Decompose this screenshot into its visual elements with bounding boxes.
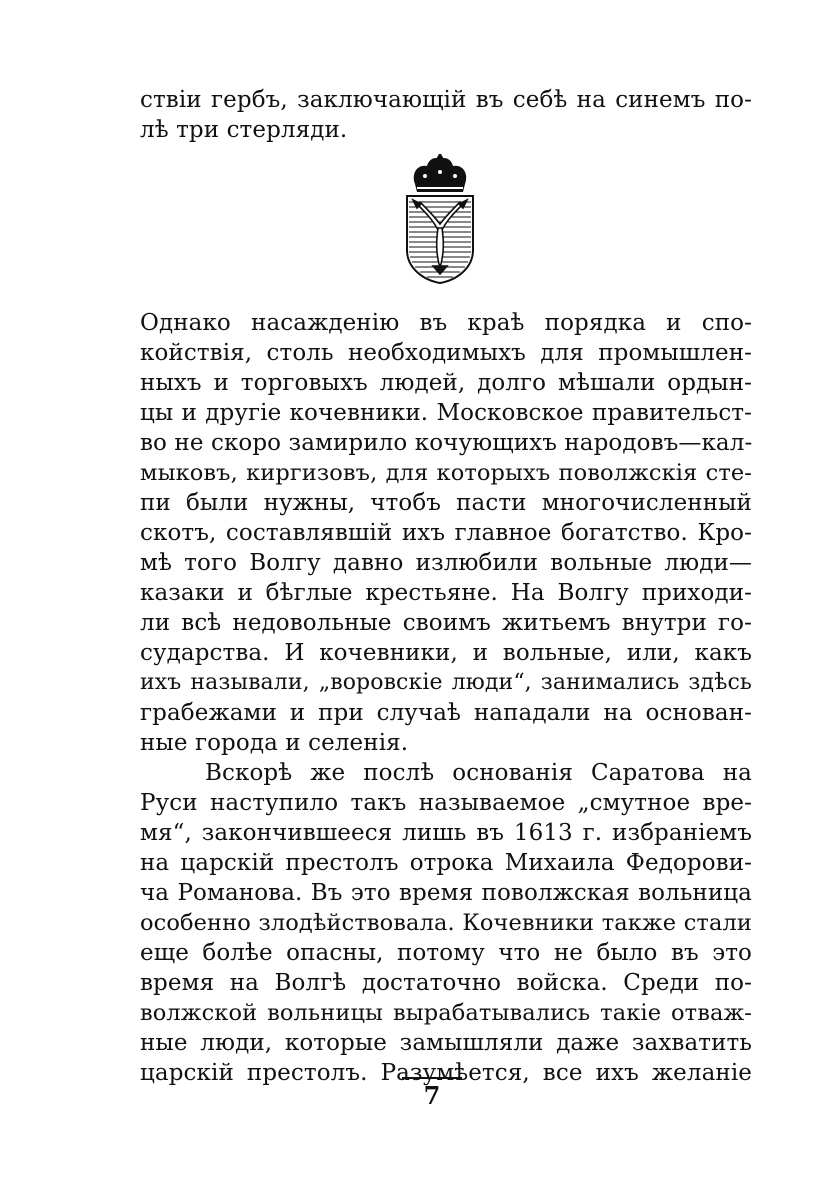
- text-line: сударства. И кочевники, и вольные, или, какъ: [140, 640, 752, 666]
- coat-of-arms-icon: [403, 154, 477, 284]
- text-line: пи были нужны, чтобъ пасти многочисленный: [140, 490, 752, 516]
- text-line: ихъ называли, „воровскіе люди“, занимались здѣсь: [140, 670, 752, 695]
- page-number-rule: [402, 1077, 462, 1079]
- text-line: время на Волгѣ достаточно войска. Среди по-: [140, 970, 752, 996]
- text-line: ныхъ и торговыхъ людей, долго мѣшали ордын-: [140, 370, 752, 396]
- text-line: цы и другіе кочевники. Московское правительст-: [140, 400, 752, 426]
- text-line: скотъ, составлявшій ихъ главное богатство. Кро-: [140, 520, 752, 546]
- text-line: мя“, закончившееся лишь въ 1613 г. избраніемъ: [140, 820, 752, 846]
- text-line: Руси наступило такъ называемое „смутное вре-: [140, 790, 752, 816]
- text-line: ные города и селенія.: [140, 730, 409, 756]
- text-line: ствіи гербъ, заключающій въ себѣ на синемъ по-: [140, 87, 752, 113]
- crown-icon: [414, 154, 467, 192]
- text-line: особенно злодѣйствовала. Кочевники также стали: [140, 910, 752, 936]
- text-line: на царскій престолъ отрока Михаила Федорови-: [140, 850, 752, 876]
- text-line: Однако насажденію въ краѣ порядка и спо-: [140, 310, 752, 336]
- text-line: еще болѣе опасны, потому что не было въ это: [140, 940, 752, 966]
- text-line: царскій престолъ. Разумѣется, все ихъ желаніе: [140, 1060, 752, 1086]
- text-line: во не скоро замирило кочующихъ народовъ—кал-: [140, 430, 753, 456]
- text-line: мыковъ, киргизовъ, для которыхъ поволжскія сте-: [140, 460, 752, 486]
- text-line: койствія, столь необходимыхъ для промышлен-: [140, 340, 752, 366]
- text-line: волжской вольницы вырабатывались такіе отваж-: [140, 1000, 752, 1026]
- text-line: казаки и бѣглые крестьяне. На Волгу приходи-: [140, 580, 752, 606]
- text-line: лѣ три стерляди.: [140, 117, 348, 143]
- text-line: Вскорѣ же послѣ основанія Саратова на: [205, 760, 752, 786]
- text-line: ные люди, которые замышляли даже захватить: [140, 1030, 752, 1056]
- text-line: грабежами и при случаѣ нападали на основан-: [140, 700, 752, 726]
- page-number: 7: [423, 1081, 441, 1110]
- text-line: ча Романова. Въ это время поволжская вольница: [140, 880, 752, 906]
- text-line: ли всѣ недовольные своимъ житьемъ внутри го-: [140, 610, 752, 636]
- text-line: мѣ того Волгу давно излюбили вольные люди—: [140, 550, 752, 576]
